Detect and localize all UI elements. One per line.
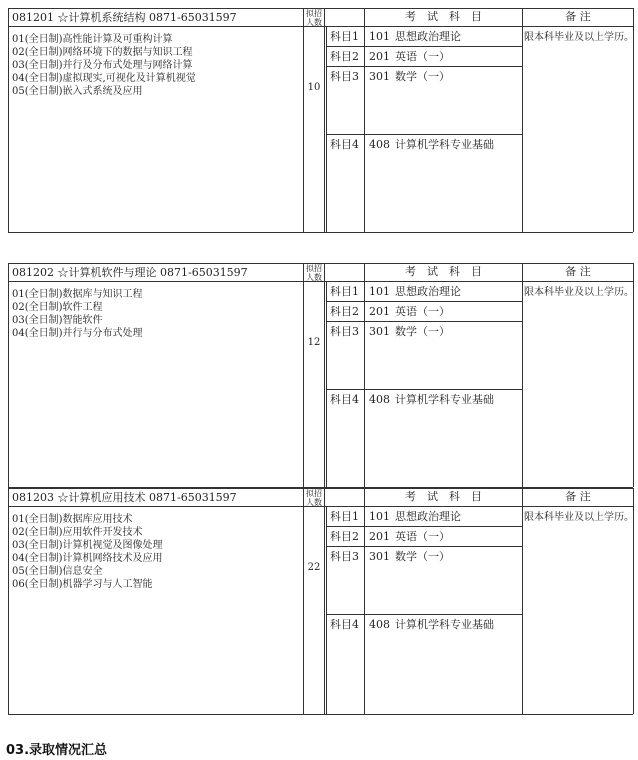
research-direction: 06(全日制)机器学习与人工智能 <box>12 579 153 590</box>
table-rule <box>326 526 522 527</box>
subject-name: 英语（一） <box>395 305 450 318</box>
subject-name: 思想政治理论 <box>395 285 461 298</box>
exam-header: 考 试 科 目 <box>405 490 482 503</box>
subject-name: 英语（一） <box>395 50 450 63</box>
subject-slot: 科目2 <box>330 305 359 318</box>
subject-slot: 科目2 <box>330 50 359 63</box>
subject-code: 201 <box>369 305 390 318</box>
research-direction: 03(全日制)智能软件 <box>12 315 103 326</box>
admission-note: 限本科毕业及以上学历。 <box>524 32 634 43</box>
table-rule <box>364 8 365 232</box>
admission-note: 限本科毕业及以上学历。 <box>524 287 634 298</box>
table-rule <box>8 8 9 232</box>
research-direction: 02(全日制)网络环境下的数据与知识工程 <box>12 47 193 58</box>
quota-header: 拟招 人数 <box>306 264 322 282</box>
subject-slot: 科目1 <box>330 285 359 298</box>
subject-name: 数学（一） <box>395 325 450 338</box>
quota-value: 12 <box>307 337 321 348</box>
program-title: 081203 ☆计算机应用技术 0871-65031597 <box>12 491 237 504</box>
table-rule <box>364 263 365 487</box>
admission-note: 限本科毕业及以上学历。 <box>524 512 634 523</box>
research-direction: 05(全日制)信息安全 <box>12 566 103 577</box>
research-direction: 04(全日制)虚拟现实,可视化及计算机视觉 <box>12 73 196 84</box>
table-rule <box>522 8 523 232</box>
subject-slot: 科目4 <box>330 393 359 406</box>
table-rule <box>326 134 522 135</box>
subject-code: 301 <box>369 70 390 83</box>
research-direction: 04(全日制)计算机网络技术及应用 <box>12 553 163 564</box>
table-rule <box>326 614 522 615</box>
table-rule <box>303 263 304 487</box>
table-rule <box>326 66 522 67</box>
table-rule <box>326 281 327 487</box>
table-rule <box>364 488 365 714</box>
section-heading: 03.录取情况汇总 <box>6 743 108 758</box>
research-direction: 03(全日制)并行及分布式处理与网络计算 <box>12 60 193 71</box>
table-rule <box>522 488 523 714</box>
table-rule <box>8 263 9 487</box>
subject-name: 数学（一） <box>395 550 450 563</box>
quota-value: 22 <box>307 562 321 573</box>
research-direction: 02(全日制)软件工程 <box>12 302 103 313</box>
research-direction: 04(全日制)并行与分布式处理 <box>12 328 143 339</box>
subject-code: 101 <box>369 285 390 298</box>
research-direction: 03(全日制)计算机视觉及图像处理 <box>12 540 163 551</box>
table-rule <box>324 263 325 487</box>
note-header: 备 注 <box>565 10 591 23</box>
subject-code: 101 <box>369 30 390 43</box>
table-rule <box>522 263 523 487</box>
subject-name: 数学（一） <box>395 70 450 83</box>
subject-code: 101 <box>369 510 390 523</box>
subject-name: 思想政治理论 <box>395 510 461 523</box>
subject-slot: 科目1 <box>330 510 359 523</box>
table-rule <box>326 321 522 322</box>
program-title: 081202 ☆计算机软件与理论 0871-65031597 <box>12 266 248 279</box>
subject-name: 计算机学科专业基础 <box>395 138 494 151</box>
table-rule <box>303 8 304 232</box>
subject-name: 计算机学科专业基础 <box>395 618 494 631</box>
subject-slot: 科目4 <box>330 138 359 151</box>
quota-header: 拟招 人数 <box>306 9 322 27</box>
subject-name: 思想政治理论 <box>395 30 461 43</box>
table-rule <box>326 301 522 302</box>
note-header: 备 注 <box>565 265 591 278</box>
subject-slot: 科目2 <box>330 530 359 543</box>
subject-code: 408 <box>369 138 390 151</box>
program-title: 081201 ☆计算机系统结构 0871-65031597 <box>12 11 237 24</box>
table-rule <box>8 232 633 233</box>
research-direction: 01(全日制)数据库应用技术 <box>12 514 133 525</box>
quota-value: 10 <box>307 82 321 93</box>
exam-header: 考 试 科 目 <box>405 10 482 23</box>
research-direction: 01(全日制)高性能计算及可重构计算 <box>12 34 173 45</box>
program-block <box>8 263 633 487</box>
note-header: 备 注 <box>565 490 591 503</box>
table-rule <box>326 506 327 714</box>
subject-code: 408 <box>369 393 390 406</box>
subject-code: 201 <box>369 50 390 63</box>
table-rule <box>326 389 522 390</box>
table-rule <box>324 8 325 232</box>
subject-code: 301 <box>369 325 390 338</box>
table-rule <box>8 714 633 715</box>
quota-header: 拟招 人数 <box>306 489 322 507</box>
subject-slot: 科目4 <box>330 618 359 631</box>
table-rule <box>8 488 9 714</box>
subject-slot: 科目3 <box>330 550 359 563</box>
program-block <box>8 488 633 714</box>
table-rule <box>303 488 304 714</box>
research-direction: 02(全日制)应用软件开发技术 <box>12 527 143 538</box>
program-block <box>8 8 633 232</box>
subject-slot: 科目3 <box>330 325 359 338</box>
subject-name: 计算机学科专业基础 <box>395 393 494 406</box>
table-rule <box>326 46 522 47</box>
subject-slot: 科目3 <box>330 70 359 83</box>
table-rule <box>326 546 522 547</box>
subject-slot: 科目1 <box>330 30 359 43</box>
research-direction: 01(全日制)数据库与知识工程 <box>12 289 143 300</box>
table-rule <box>326 26 327 232</box>
research-direction: 05(全日制)嵌入式系统及应用 <box>12 86 143 97</box>
subject-code: 301 <box>369 550 390 563</box>
subject-name: 英语（一） <box>395 530 450 543</box>
subject-code: 408 <box>369 618 390 631</box>
exam-header: 考 试 科 目 <box>405 265 482 278</box>
table-rule <box>324 488 325 714</box>
subject-code: 201 <box>369 530 390 543</box>
